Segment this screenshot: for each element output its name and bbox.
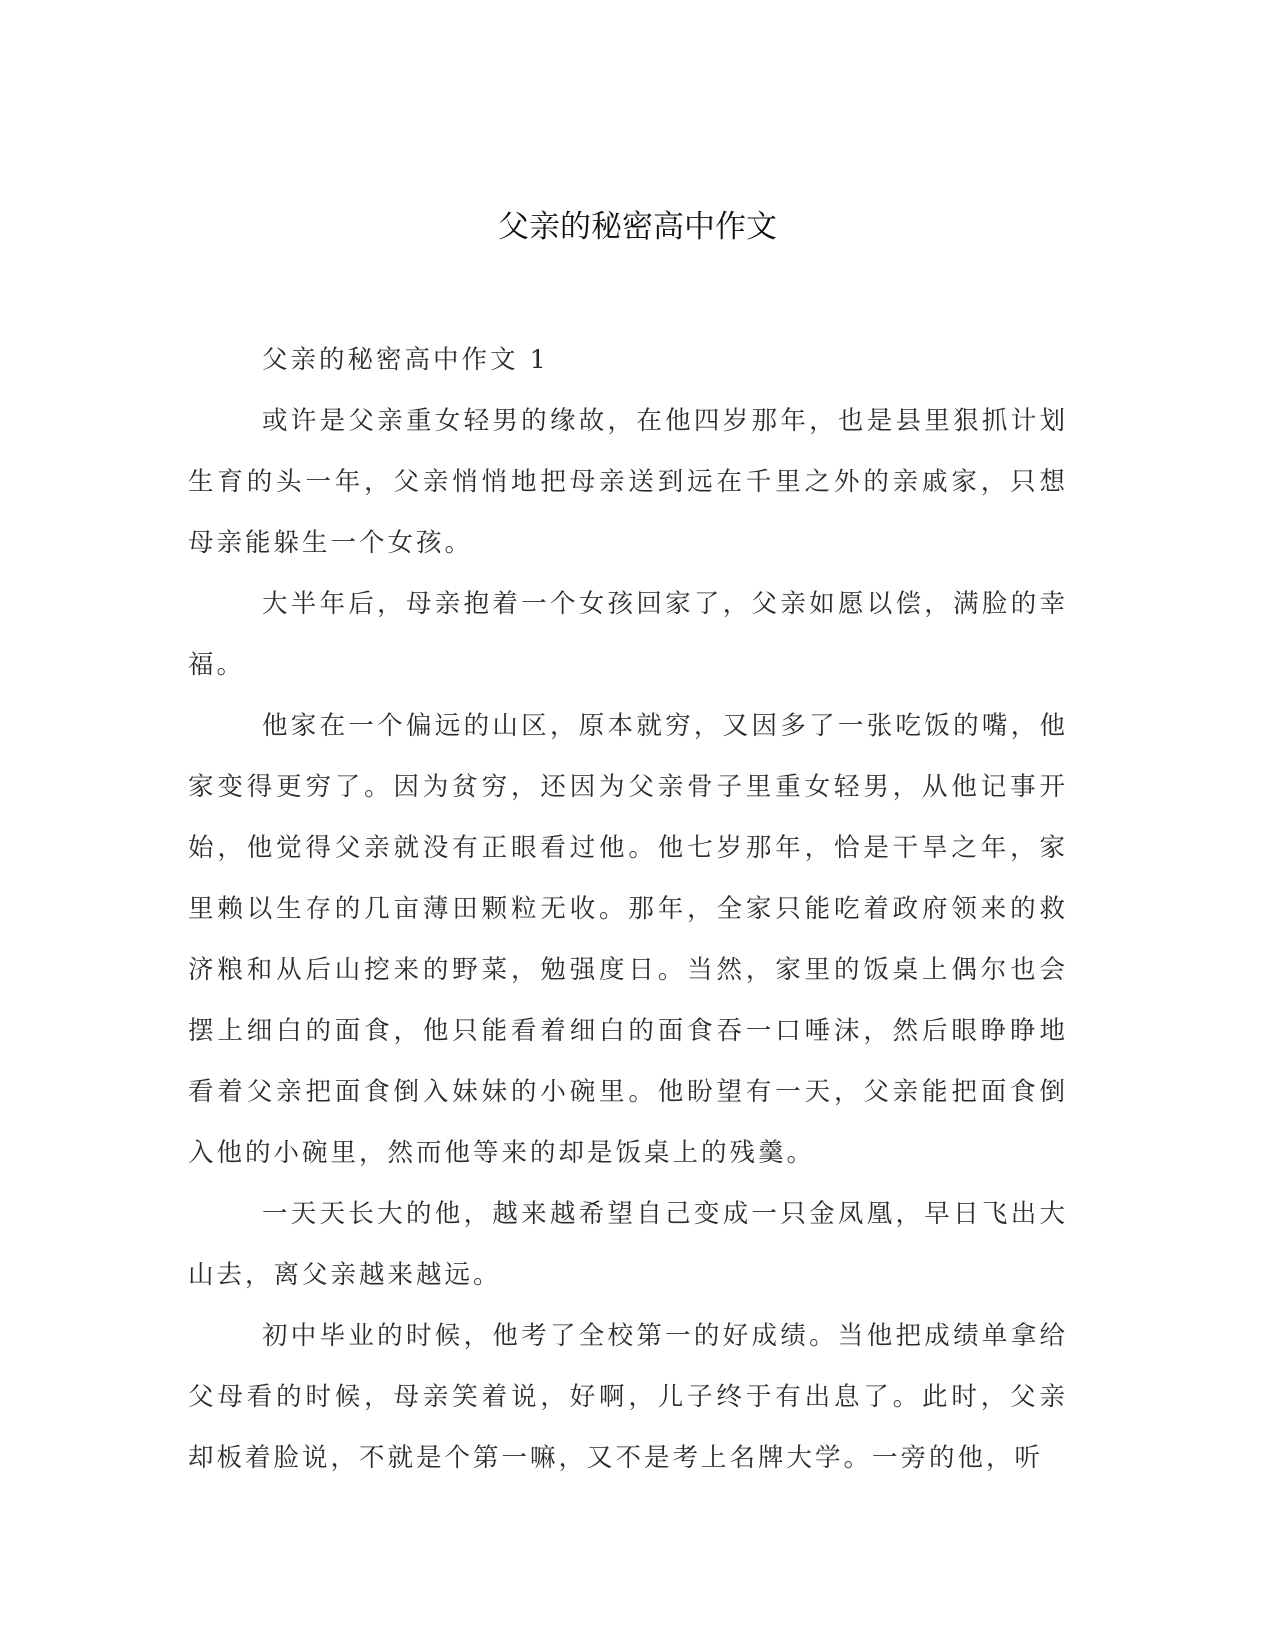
paragraph-1: 或许是父亲重女轻男的缘故，在他四岁那年，也是县里狠抓计划生育的头一年，父亲悄悄地把母亲送到远在千里之外的亲戚家，只想母亲能躲生一个女孩。 — [188, 406, 1068, 558]
paragraph-2: 大半年后，母亲抱着一个女孩回家了，父亲如愿以偿，满脸的幸福。 — [188, 589, 1068, 680]
paragraph-4: 一天天长大的他，越来越希望自己变成一只金凤凰，早日飞出大山去，离父亲越来越远。 — [188, 1199, 1068, 1290]
paragraph-3: 他家在一个偏远的山区，原本就穷，又因多了一张吃饭的嘴，他家变得更穷了。因为贫穷，还因为父亲骨子里重女轻男，从他记事开始，他觉得父亲就没有正眼看过他。他七岁那年，恰是干旱之年，家里赖以生存的几亩薄田颗粒无收。那年，全家只能吃着政府领来的救济粮和从后山挖来的野菜，勉强度日。当然，家里的饭桌上偶尔也会摆上细白的面食，他只能看着细白的面食吞一口唾沫，然后眼睁睁地看着父亲把面食倒入妹妹的小碗里。他盼望有一天，父亲能把面食倒入他的小碗里，然而他等来的却是饭桌上的残羹。 — [188, 711, 1068, 1168]
document-title: 父亲的秘密高中作文 — [498, 209, 777, 245]
paragraph-5: 初中毕业的时候，他考了全校第一的好成绩。当他把成绩单拿给父母看的时候，母亲笑着说，好啊，儿子终于有出息了。此时，父亲却板着脸说，不就是个第一嘛，又不是考上名牌大学。一旁的他，听 — [188, 1321, 1068, 1473]
document-body — [188, 330, 1068, 1489]
section-heading: 父亲的秘密高中作文 1 — [262, 345, 549, 375]
